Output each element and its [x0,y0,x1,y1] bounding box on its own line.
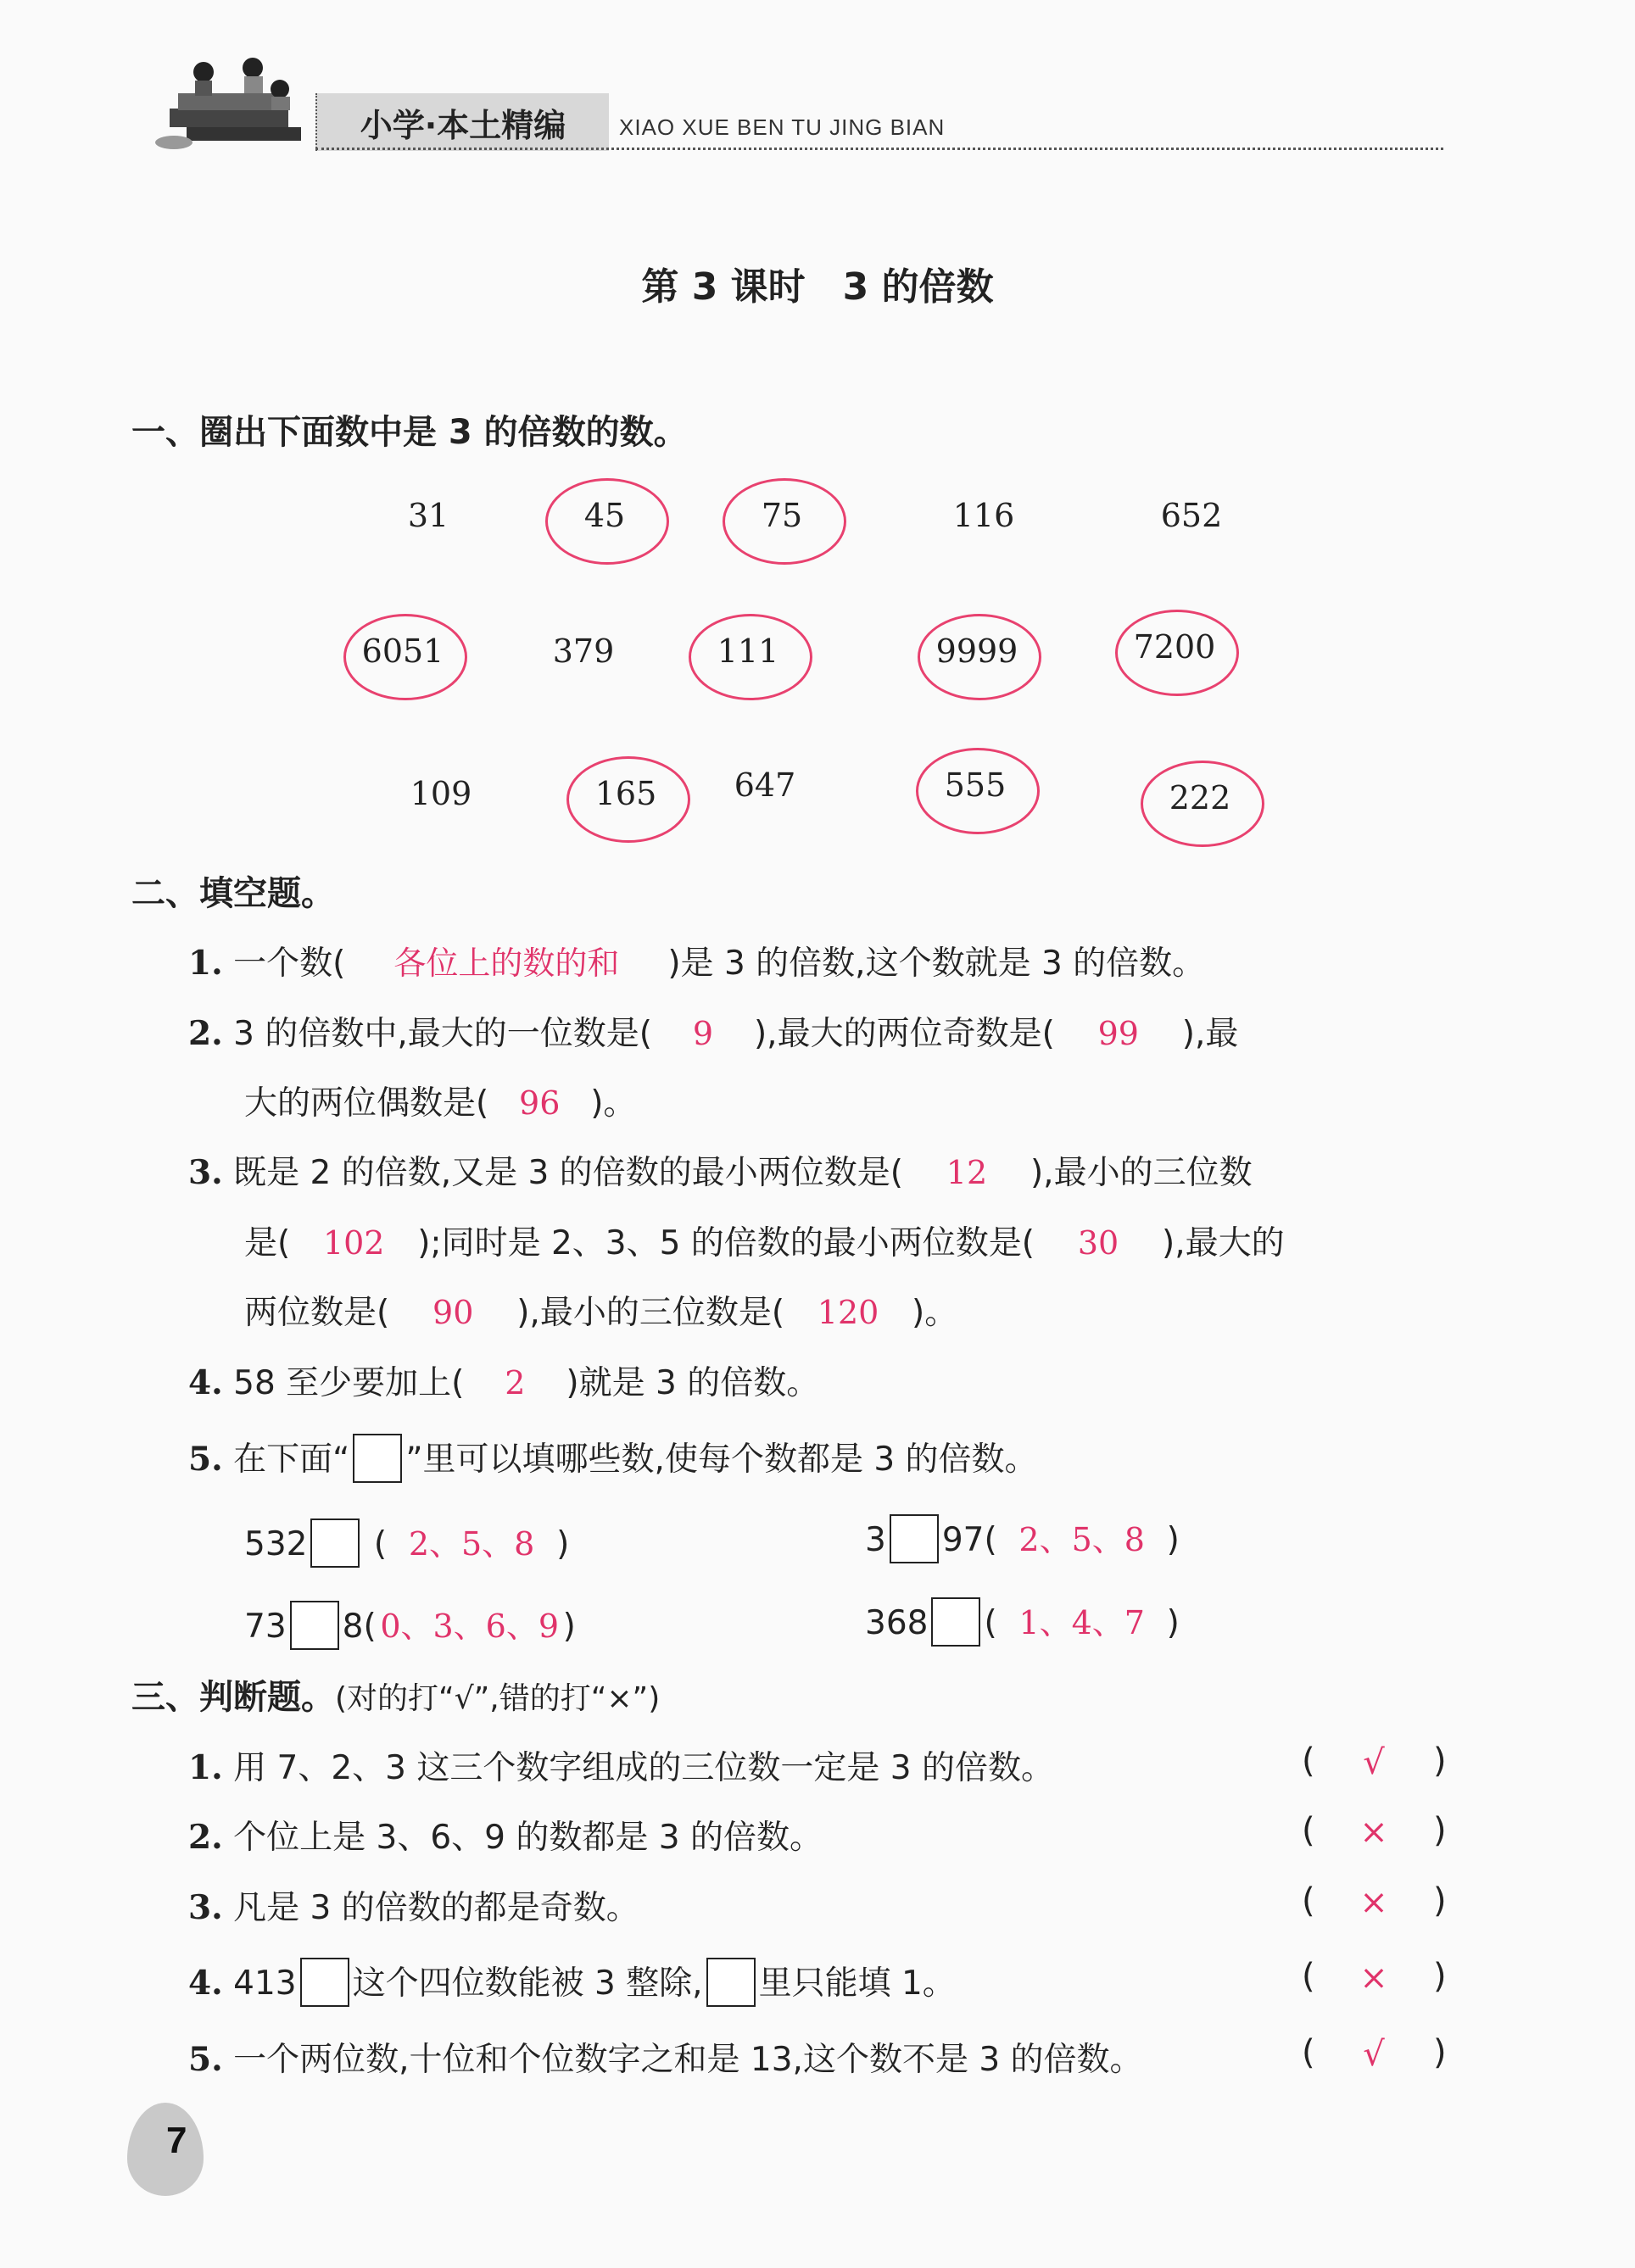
candidate-number: 75 [761,497,803,534]
fill-question-1: 1. 一个数( 各位上的数的和 )是 3 的倍数,这个数就是 3 的倍数。 [188,937,1205,984]
candidate-number: 6051 [361,632,444,670]
judge-question-3: 3. 凡是 3 的倍数的都是奇数。 [188,1888,639,1927]
answer: 2、5、8 [408,1525,535,1563]
answer: 30 [1077,1224,1119,1262]
answer: 2、5、8 [1018,1521,1145,1558]
answer: 99 [1097,1015,1139,1052]
candidate-number: 9999 [935,632,1018,670]
section1-title: 一、圈出下面数中是 3 的倍数的数。 [131,413,688,452]
candidate-number: 379 [552,632,615,670]
judge-question-5: 5. 一个两位数,十位和个位数字之和是 13,这个数不是 3 的倍数。 [188,2040,1143,2079]
candidate-number: 555 [944,766,1007,804]
candidate-number: 165 [594,775,657,812]
answer: 96 [519,1084,561,1122]
check-mark-icon: √ [1363,1743,1385,1782]
cross-mark-icon: × [1359,1813,1388,1852]
fill-question-3: 3. 既是 2 的倍数,又是 3 的倍数的最小两位数是( 12 ),最小的三位数 [188,1153,1253,1192]
answer: 2 [505,1364,526,1401]
candidate-number: 109 [410,775,472,812]
answer-paren-close: ) [1433,2033,1447,2072]
candidate-number: 111 [717,632,779,670]
section2-title: 二、填空题。 [131,874,335,913]
judge-question-4: 4. 413 这个四位数能被 3 整除, 里只能填 1。 [188,1957,956,2010]
answer-paren-open: ( [1302,1811,1315,1850]
q5-item-4: 368 ( 1、4、7 ) [865,1597,1180,1650]
page-number-badge [127,2103,204,2196]
candidate-number: 222 [1169,779,1231,816]
header-dotted-rule [315,148,1443,150]
check-mark-icon: √ [1363,2035,1385,2074]
answer-paren-close: ) [1433,1811,1447,1850]
candidate-number: 45 [583,497,626,534]
fill-question-2-cont: 大的两位偶数是( 96 )。 [244,1084,637,1123]
cross-mark-icon: × [1359,1959,1388,1998]
answer-paren-open: ( [1302,2033,1315,2072]
blank-box [300,1958,349,2007]
answer: 9 [692,1015,714,1052]
answer: 12 [946,1154,988,1191]
answer: 120 [817,1294,879,1331]
blank-box [290,1601,339,1650]
blank-box [931,1597,980,1647]
q5-item-1: 532 ( 2、5、8 ) [244,1518,569,1571]
page-number: 7 [166,2120,187,2161]
answer-paren-open: ( [1302,1741,1315,1780]
answer: 0、3、6、9 [380,1608,560,1645]
candidate-number: 7200 [1133,628,1216,666]
answer: 102 [322,1224,385,1262]
header-series-title: 小学·本土精编 [315,93,609,151]
judge-question-1: 1. 用 7、2、3 这三个数字组成的三位数一定是 3 的倍数。 [188,1748,1054,1787]
answer: 1、4、7 [1018,1604,1145,1641]
candidate-number: 647 [734,766,796,804]
answer-paren-close: ) [1433,1881,1447,1920]
fill-question-3-cont2: 两位数是( 90 ),最小的三位数是( 120 )。 [244,1294,958,1332]
blank-box [310,1519,360,1568]
answer-paren-close: ) [1433,1957,1447,1996]
blank-box [353,1434,402,1483]
lesson-title: 第 3 课时 3 的倍数 [641,265,994,309]
answer-paren-open: ( [1302,1881,1315,1920]
fill-question-5: 5. 在下面“ ”里可以填哪些数,使每个数都是 3 的倍数。 [188,1433,1038,1486]
fill-question-2: 2. 3 的倍数中,最大的一位数是( 9 ),最大的两位奇数是( 99 ),最 [188,1014,1239,1053]
fill-question-3-cont1: 是( 102 );同时是 2、3、5 的倍数的最小两位数是( 30 ),最大的 [244,1224,1285,1262]
q5-item-2: 3 97( 2、5、8 ) [865,1513,1180,1567]
q5-item-3: 73 8( 0、3、6、9 ) [244,1600,576,1653]
blank-box [890,1514,939,1563]
answer: 90 [432,1294,474,1331]
reading-children-illustration [153,42,314,153]
candidate-number: 31 [407,497,449,534]
candidate-number: 116 [952,497,1015,534]
cross-mark-icon: × [1359,1883,1388,1922]
candidate-number: 652 [1160,497,1223,534]
header-series-pinyin: XIAO XUE BEN TU JING BIAN [619,114,946,140]
section3-title: 三、判断题。(对的打“√”,错的打“×”) [131,1678,661,1717]
fill-question-4: 4. 58 至少要加上( 2 )就是 3 的倍数。 [188,1363,820,1402]
blank-box [706,1958,756,2007]
judge-question-2: 2. 个位上是 3、6、9 的数都是 3 的倍数。 [188,1818,823,1857]
answer-paren-open: ( [1302,1957,1315,1996]
answer-paren-close: ) [1433,1741,1447,1780]
answer: 各位上的数的和 [393,945,620,982]
